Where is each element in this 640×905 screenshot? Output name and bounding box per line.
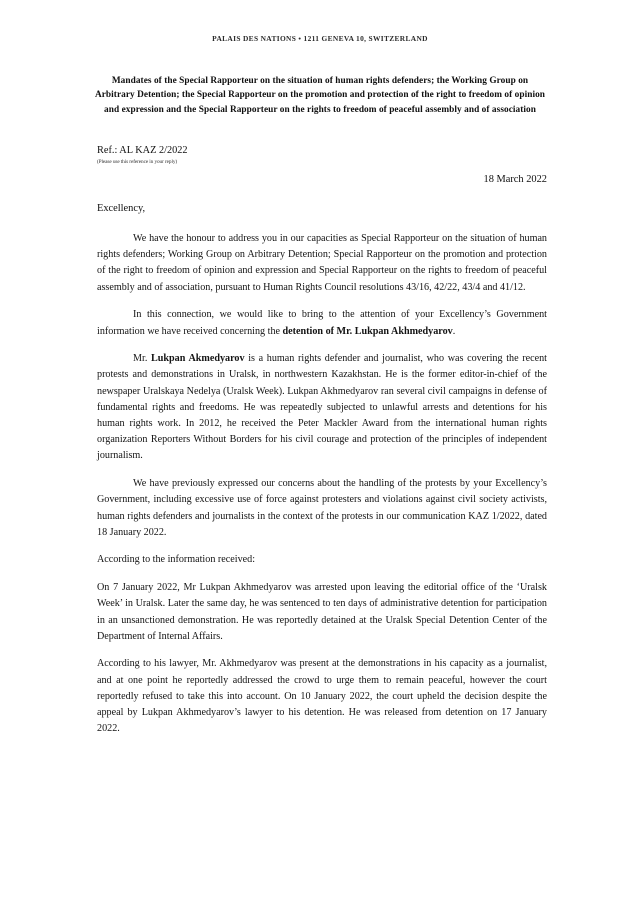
- salutation: Excellency,: [97, 203, 146, 214]
- paragraph-7-lawyer-account: According to his lawyer, Mr. Akhmedyarov was present at the demonstrations in his capacity as a journalist, and at one point he reportedly addressed the crowd to urge them to remain peaceful, however the court reportedly refused to take this into account. On 10 January 2022, the court upheld the decision despite the appeal by Lukpan Akhmedyarov’s lawyer to his detention. He was released from detention on 17 January 2022.: [97, 658, 547, 735]
- paragraph-1: We have the honour to address you in our capacities as Special Rapporteur on the situation of human rights defenders; Working Group on Arbitrary Detention; Special Rapporteur on the promotion and protection of the right to freedom of opinion and expression and Special Rapporteur on the rights to freedom of peaceful assembly and of association, pursuant to Human Rights Council resolutions 43/16, 42/22, 43/4 and 41/12.: [97, 233, 547, 293]
- letter-date: 18 March 2022: [483, 174, 547, 185]
- letterhead: PALAIS DES NATIONS • 1211 GENEVA 10, SWITZERLAND: [212, 34, 428, 43]
- paragraph-2-emphasis: detention of Mr. Lukpan Akhmedyarov: [282, 325, 453, 337]
- reference-block: [97, 145, 397, 166]
- paragraph-5-information-received: According to the information received:: [97, 554, 256, 566]
- paragraph-2: [97, 307, 547, 339]
- letter-body: [97, 231, 547, 749]
- paragraph-6-arrest-account: On 7 January 2022, Mr Lukpan Akhmedyarov was arrested upon leaving the editorial office of the ‘Uralsk Week’ in Uralsk. Later the same day, he was sentenced to ten days of administrative detention for participation in an unsanctioned demonstration. He was reportedly detained at the Uralsk Special Detention Center of the Department of Internal Affairs.: [97, 582, 547, 642]
- paragraph-2-lead: In this connection, we would like to bring to the attention of your Excellency’s Government information we have received concerning the: [97, 309, 547, 337]
- paragraph-4: We have previously expressed our concerns about the handling of the protests by your Excellency’s Government, including excessive use of force against protesters and violations against civil society activists, human rights defenders and journalists in the context of the protests in our communication KAZ 1/2022, dated 18 January 2022.: [97, 478, 547, 538]
- reference-number: Ref.: AL KAZ 2/2022: [97, 145, 188, 156]
- mandates-title: Mandates of the Special Rapporteur on the situation of human rights defenders; the Working Group on Arbitrary Detention; the Special Rapporteur on the promotion and protection of the right to freedom of opinion and expression and the Special Rapporteur on the rights to freedom of peaceful assembly and of association: [94, 76, 546, 115]
- paragraph-3-lead: Mr.: [133, 353, 152, 365]
- paragraph-3-emphasis: Lukpan Akmedyarov: [151, 353, 245, 365]
- paragraph-3-tail: is a human rights defender and journalist, who was covering the recent protests and demonstrations in Uralsk, in northwestern Kazakhstan. He is the former editor-in-chief of the newspaper Uralskaya Nedelya (Uralsk Week). Lukpan Akhmedyarov ran several civil campaigns in defense of fundamental rights and freedoms. He was repeatedly subjected to unlawful arrests and detentions for his human rights work. In 2012, he received the Peter Mackler Award from the international human rights organization Reporters Without Borders for his civil courage and protection of the principles of independent journalism.: [97, 353, 547, 462]
- reference-note: (Please use this reference in your reply): [97, 159, 178, 165]
- paragraph-2-tail: .: [452, 325, 456, 337]
- paragraph-3: [97, 351, 547, 464]
